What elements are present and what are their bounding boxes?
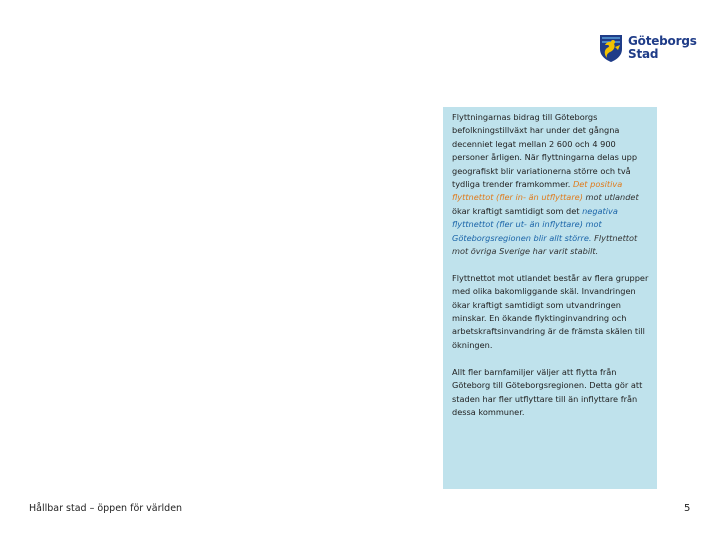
paragraph1-mot: mot: [585, 192, 602, 203]
goteborgs-stad-logo: [598, 30, 697, 66]
info-text-box: [443, 107, 657, 489]
paragraph1-highlight-blue: negativa flyttnettot (fler ut- än inflyttare) mot Göteborgsregionen blir allt större.: [452, 205, 618, 243]
paragraph1-highlight-orange: Det positiva flyttnettot (fler in- än utflyttare): [452, 179, 623, 203]
footer-title: Hållbar stad – öppen för världen: [29, 503, 183, 514]
logo-wordmark: [628, 35, 697, 61]
city-emblem-icon: [598, 33, 624, 63]
paragraph1-tail: Flyttnettot mot övriga Sverige har varit stabilt.: [452, 232, 638, 257]
page-number: 5: [684, 503, 691, 514]
paragraph1-mid: ökar kraftigt samtidigt som det: [452, 205, 580, 216]
logo-line-1: Göteborgs: [628, 34, 697, 48]
paragraph-families: Allt fler barnfamiljer väljer att flytta från Göteborg till Göteborgsregionen. Detta gör att staden har fler utflyttare till än inflyttare från dessa kommuner.: [452, 366, 643, 417]
paragraph-migration-trends: [452, 111, 651, 258]
paragraph1-utlandet: utlandet: [604, 192, 639, 203]
logo-line-2: Stad: [628, 47, 659, 61]
paragraph1-intro: Flyttningarnas bidrag till Göteborgs befolkningstillväxt har under det gångna decenniet legat mellan 2 600 och 4 900 personer årligen. När flyttningarna delas upp geografiskt blir variationerna större och två tydliga trender framkommer.: [452, 112, 638, 190]
paragraph-net-migration-abroad: Flyttnettot mot utlandet består av flera grupper med olika bakomliggande skäl. Invandringen ökar kraftigt samtidigt som utvandringen minskar. En ökande flyktinginvandring och arbetskraftsinvandring är de främsta skälen till ökningen.: [452, 272, 649, 350]
